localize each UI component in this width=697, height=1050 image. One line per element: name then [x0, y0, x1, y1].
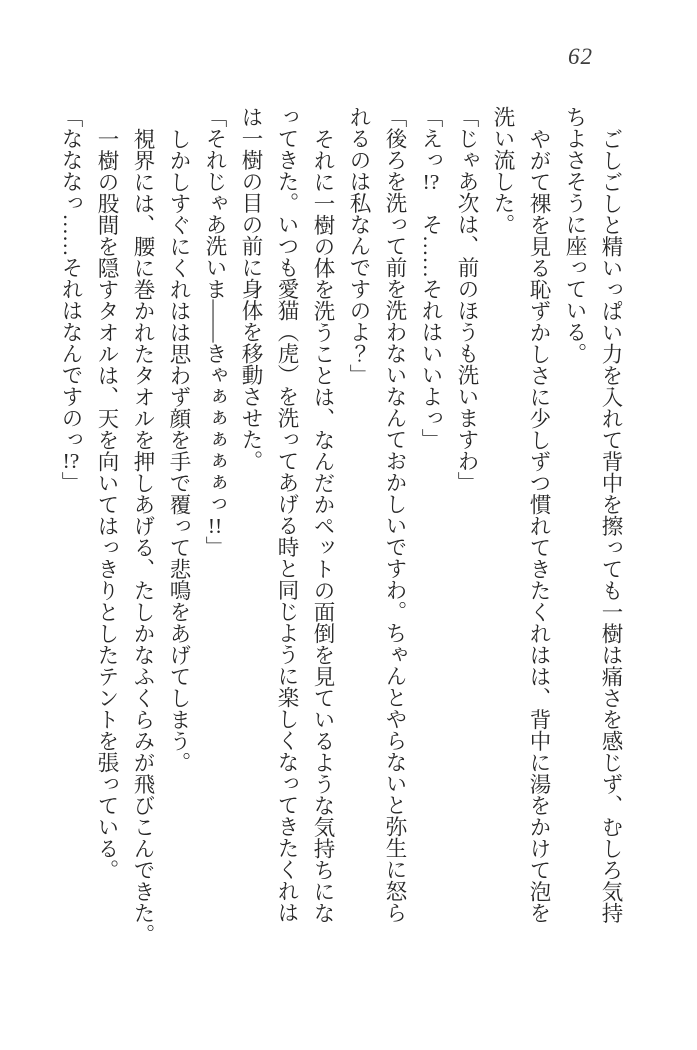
page-number: 62	[568, 44, 593, 69]
text-line: 「それじゃあ洗いま――きゃぁぁぁぁぁっ!!」	[203, 106, 227, 558]
text-line: 「なななっ……それはなんですのっ!?」	[59, 106, 83, 493]
text-line: しかしすぐにくれはは思わず顔を手で覆って悲鳴をあげてしまう。	[167, 127, 191, 773]
text-line: ちよさそうに座っている。	[563, 106, 587, 364]
text-line: 「後ろを洗って前を洗わないなんておかしいですわ。ちゃんとやらないと弥生に怒ら	[383, 106, 407, 923]
text-line: れるのは私なんですのよ？」	[347, 106, 371, 386]
text-line: は一樹の目の前に身体を移動させた。	[239, 106, 263, 472]
exclamation-tcy: !!	[207, 514, 223, 536]
text-lines	[53, 106, 629, 986]
text-line: 「えっ!? そ……それはいいよっ」	[419, 106, 443, 450]
text-line: 視界には、腰に巻かれたタオルを押しあげる、たしかなふくらみが飛びこんできた。	[131, 127, 155, 945]
text-line: それに一樹の体を洗うことは、なんだかペットの面倒を見ているような気持ちにな	[311, 127, 335, 923]
text-line: 「じゃあ次は、前のほうも洗いますわ」	[455, 106, 479, 493]
text-line: ごしごしと精いっぱい力を入れて背中を擦っても一樹は痛さを感じず、むしろ気持	[599, 127, 623, 923]
exclamation-tcy: !?	[422, 170, 440, 192]
text-line: 洗い流した。	[491, 106, 515, 235]
text-line: ってきた。いつも愛猫（虎）を洗ってあげる時と同じように楽しくなってきたくれは	[275, 106, 299, 923]
exclamation-tcy: !?	[62, 450, 80, 472]
text-line: やがて裸を見る恥ずかしさに少しずつ慣れてきたくれはは、背中に湯をかけて泡を	[527, 127, 551, 923]
text-line: 一樹の股間を隠すタオルは、天を向いてはっきりとしたテントを張っている。	[95, 127, 119, 880]
